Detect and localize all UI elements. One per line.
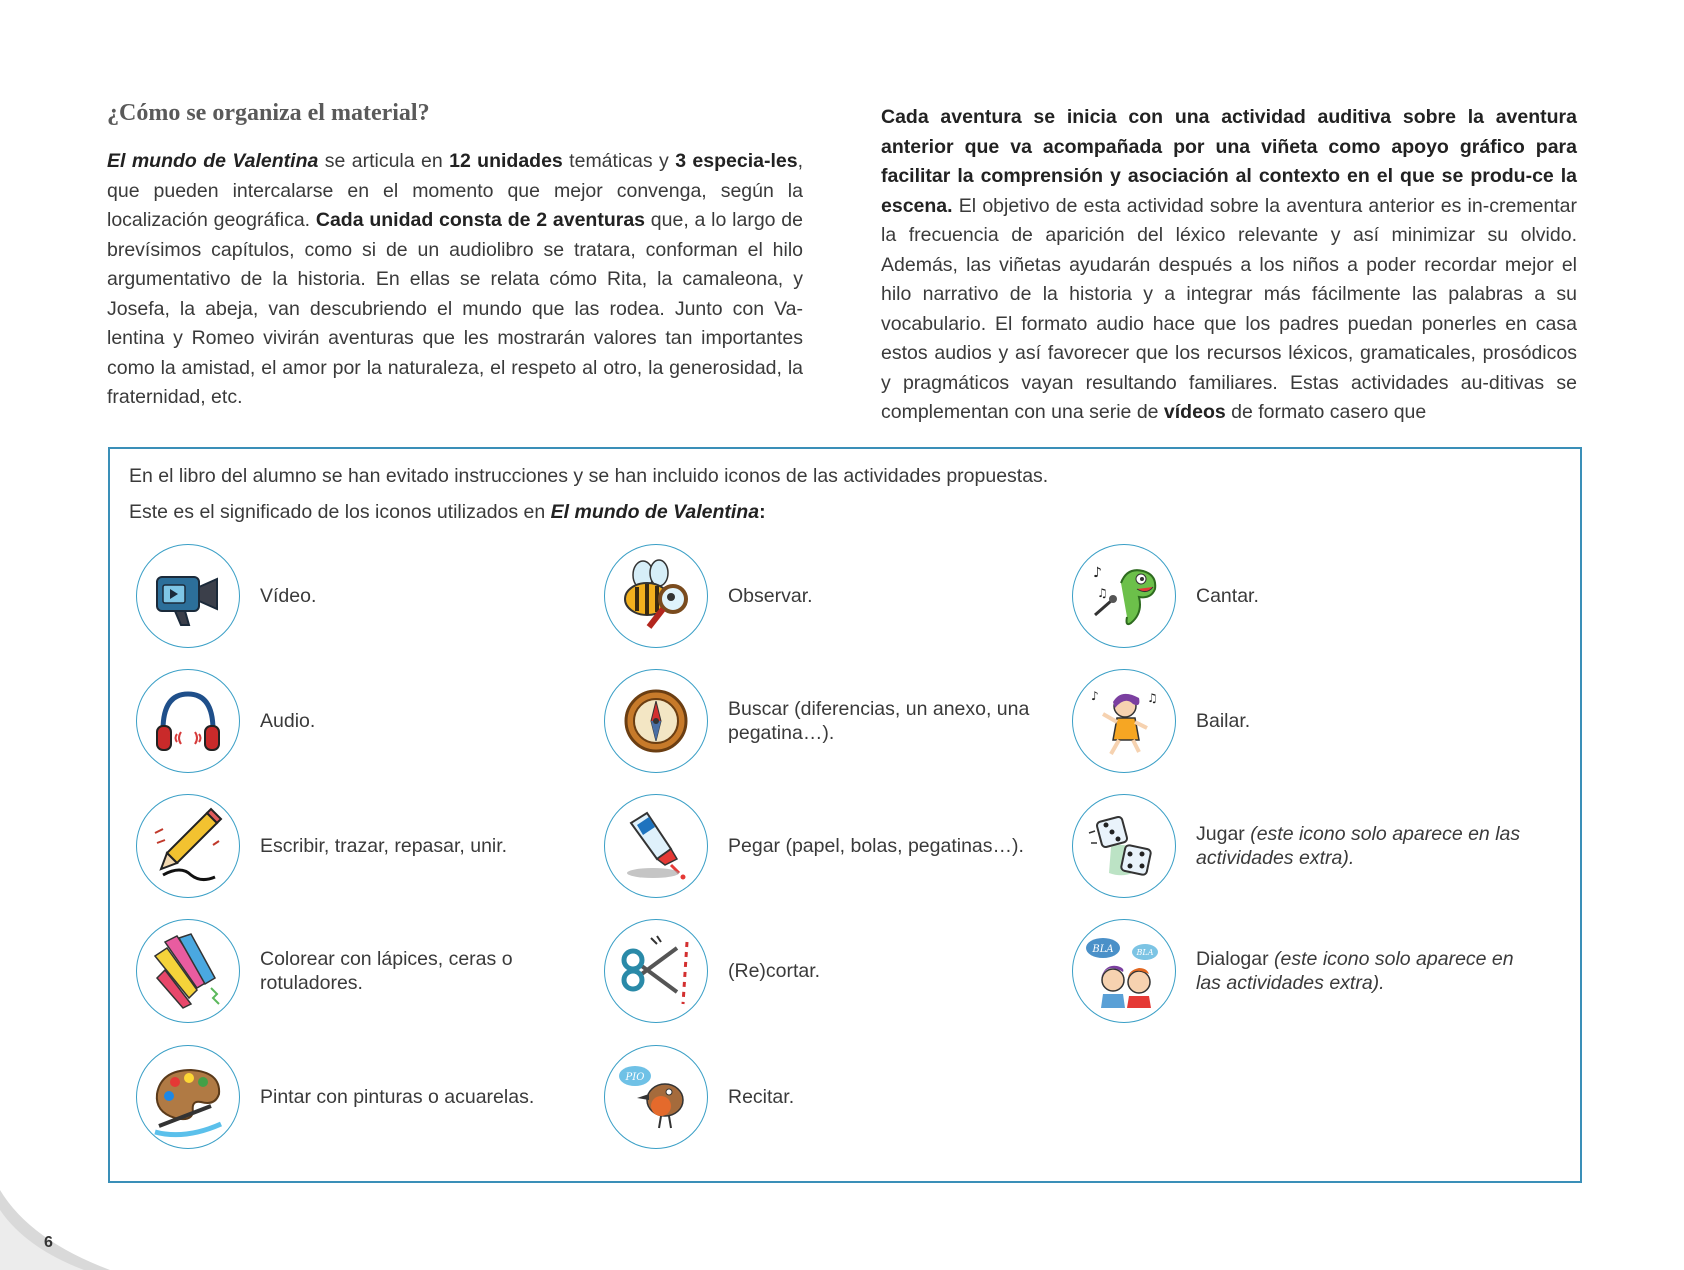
legend-item-search — [604, 669, 1058, 773]
dialogue-bubble-left: BLA — [1092, 944, 1114, 955]
scissors-icon — [604, 919, 708, 1023]
bold-text-run: 12 unidades — [449, 150, 563, 172]
children-talking-icon — [1072, 919, 1176, 1023]
book-title: El mundo de Valentina — [550, 501, 760, 523]
legend-label: Audio. — [260, 710, 316, 732]
svg-text:♪: ♪ — [1091, 689, 1099, 703]
legend-item-write — [136, 794, 590, 898]
headphones-icon — [136, 669, 240, 773]
legend-intro-prefix: Este es el significado de los iconos utilizados en — [129, 501, 551, 523]
legend-label: Recitar. — [728, 1086, 795, 1108]
legend-label-note: (este icono solo aparece en las actividades extra). — [1196, 948, 1514, 994]
icons-legend-box — [108, 447, 1582, 1183]
legend-label: Bailar. — [1196, 710, 1251, 732]
legend-item-color — [136, 919, 590, 1023]
bird-speech-badge: PIO — [625, 1072, 645, 1083]
legend-label — [1196, 947, 1526, 995]
bee-magnifier-icon — [604, 544, 708, 648]
left-column-text — [107, 147, 803, 413]
legend-item-observe — [604, 544, 1058, 648]
legend-item-recite — [604, 1045, 1058, 1149]
bold-text-run: Cada unidad consta de 2 aventuras — [315, 209, 646, 231]
body-text-run: se articula en — [318, 150, 450, 172]
page-curl-decoration — [0, 1130, 140, 1270]
legend-label: Pegar (papel, bolas, pegatinas…). — [728, 835, 1024, 857]
bold-text-run — [107, 150, 318, 172]
dialogue-bubble-right: BLA — [1136, 948, 1154, 957]
legend-item-cut — [604, 919, 1058, 1023]
right-column-text — [881, 103, 1577, 428]
svg-text:♫: ♫ — [1097, 586, 1108, 600]
legend-item-sing — [1072, 544, 1526, 648]
legend-item-dialogue — [1072, 919, 1526, 1023]
legend-label: Pintar con pinturas o acuarelas. — [260, 1086, 535, 1108]
legend-label: Vídeo. — [260, 585, 317, 607]
bold-text-run: 3 especia-les — [675, 150, 798, 172]
legend-label: Colorear con lápices, ceras o rotuladores. — [260, 948, 513, 994]
legend-item-video — [136, 544, 590, 648]
legend-label: Buscar (diferencias, un anexo, una pegatina…). — [728, 698, 1030, 744]
chameleon-singing-icon — [1072, 544, 1176, 648]
body-text-run: temáticas y — [562, 150, 676, 172]
legend-item-audio — [136, 669, 590, 773]
svg-text:♫: ♫ — [1147, 691, 1158, 705]
legend-label: Cantar. — [1196, 585, 1259, 607]
legend-item-glue — [604, 794, 1058, 898]
paint-palette-icon — [136, 1045, 240, 1149]
legend-label-main: Jugar — [1196, 823, 1251, 845]
colored-pencils-icon — [136, 919, 240, 1023]
legend-label: Escribir, trazar, repasar, unir. — [260, 835, 508, 857]
emphasis-text: El mundo de Valentina — [107, 150, 319, 172]
legend-label — [1196, 822, 1526, 870]
bold-text-run: Cada aventura se inicia con una actividad auditiva sobre la aventura anterior que va acompañada por una viñeta como apoyo gráfico para facilitar la comprensión y asociación al contexto en el que se produ-ce la escena. — [881, 106, 1577, 217]
body-text-run: El objetivo de esta actividad sobre la aventura anterior es in-crementar la frecuencia de aparición del léxico relevante y así minimizar su olvido. Además, las viñetas ayudarán después a los niños a poder recordar mejor el hilo narrativo de la historia y a integrar más fácilmente las palabras a su vocabulario. El formato audio hace que los padres puedan ponerles en casa estos audios y así favorecer que los recursos léxicos, gramaticales, prosódicos y pragmáticos vayan resultando familiares. Estas actividades au-ditivas se complementan con una serie de — [881, 194, 1577, 423]
video-camera-icon — [136, 544, 240, 648]
dancing-girl-icon — [1072, 669, 1176, 773]
legend-item-paint — [136, 1045, 590, 1149]
bold-text-run: vídeos — [1163, 401, 1226, 423]
legend-intro-line-2: Este es el significado de los iconos utilizados en El mundo de Valentina: — [129, 501, 766, 523]
glue-bottle-icon — [604, 794, 708, 898]
bird-icon — [604, 1045, 708, 1149]
legend-label: Observar. — [728, 585, 813, 607]
compass-icon — [604, 669, 708, 773]
legend-label: (Re)cortar. — [728, 960, 821, 982]
pencil-icon — [136, 794, 240, 898]
section-heading: ¿Cómo se organiza el material? — [107, 100, 430, 126]
body-text-run: que, a lo largo de brevísimos capítulos, como si de un audiolibro se tratara, conforman el hilo argumentativo de la historia. En ellas se relata cómo Rita, la camaleona, y Josefa, la abeja, van descubriendo el mundo que las rodea. Junto con Va-lentina y Romeo vivirán aventuras que les mostrarán valores tan importantes como la amistad, el amor por la naturaleza, el respeto al otro, la generosidad, la fraternidad, etc. — [107, 209, 803, 408]
body-text-run: , que pueden intercalarse en el momento que mejor convenga, según la localización geográfica. — [107, 150, 804, 231]
legend-label-main: Dialogar — [1196, 948, 1275, 970]
legend-intro-line-1: En el libro del alumno se han evitado instrucciones y se han incluido iconos de las actividades propuestas. — [129, 465, 1049, 487]
svg-text:♪: ♪ — [1093, 565, 1102, 581]
page-number: 6 — [44, 1234, 53, 1251]
legend-label-note: (este icono solo aparece en las actividades extra). — [1196, 823, 1521, 869]
body-text-run: de formato casero que — [1225, 401, 1427, 423]
legend-item-play — [1072, 794, 1526, 898]
legend-item-dance — [1072, 669, 1526, 773]
dice-icon — [1072, 794, 1176, 898]
